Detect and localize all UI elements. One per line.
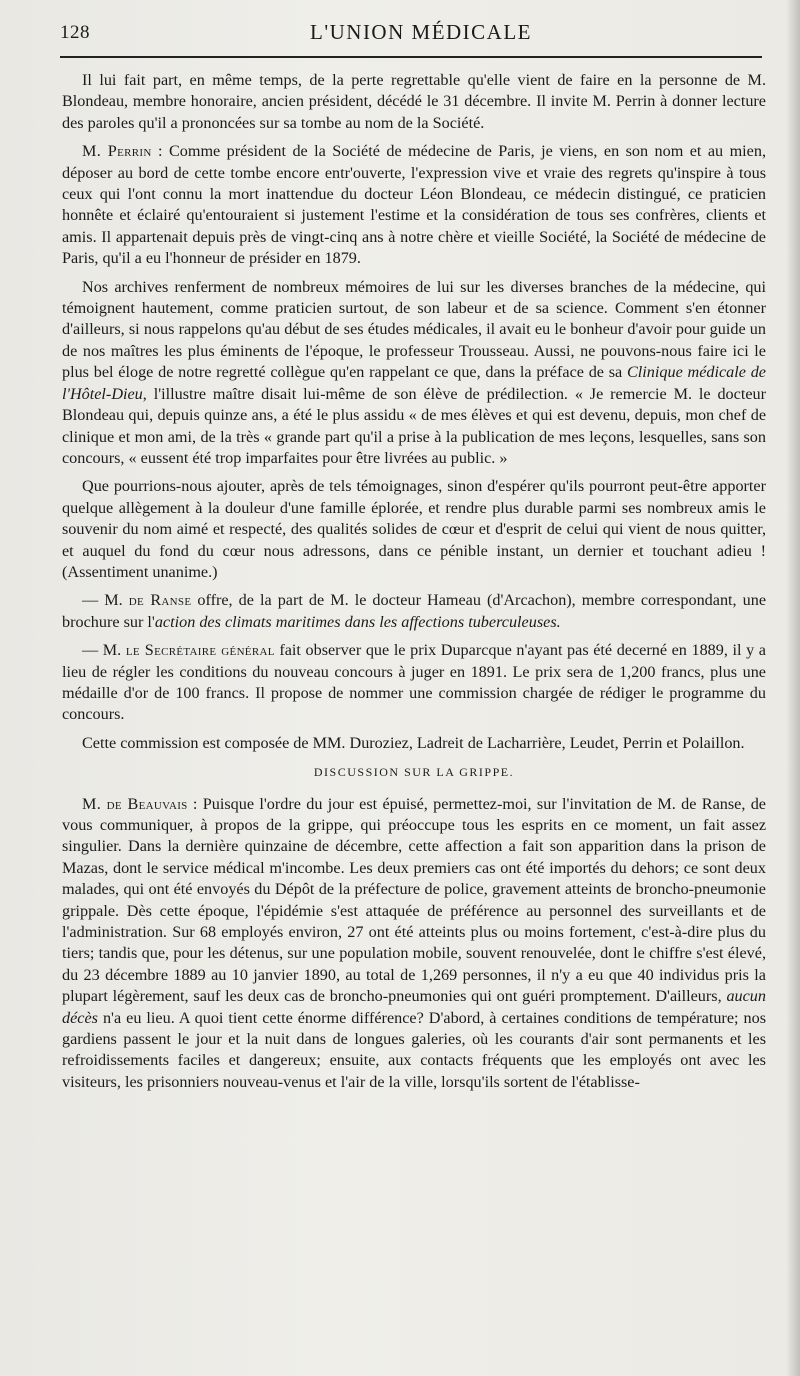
paragraph-text: Nos archives renferment de nombreux mémoires de lui sur les diverses branches de la médecine, qui témoignent hautement, comme praticien surtout, de son labeur et de sa science. Comment s'en étonner d'ailleurs, si nous rappelons qu'au début de ses études médicales, il avait eu le bonheur d'avoir pour guide un de nos maîtres les plus éminents de l'époque, le professeur Trousseau. Aussi, ne pouvons-nous faire ici le plus bel éloge de notre regretté collègue qu'en rappelant ce que, dans la préface de sa <box>62 277 766 382</box>
paragraph-text: , l'illustre maître disait lui-même de son élève de prédilection. « Je remercie M. le docteur Blondeau qui, depuis quinze ans, a été le plus assidu « de mes élèves et qui est devenu, depuis, mon chef de clinique et mon ami, de la très « grande part qu'il a prise à la publication de mes leçons, lesquelles, sans son concours, « eussent été trop imparfaites pour être livrées au public. » <box>62 384 766 467</box>
speaker-name: le Secrétaire général <box>125 641 275 660</box>
paragraph-3 <box>62 277 766 470</box>
header-rule <box>60 56 762 58</box>
section-title: DISCUSSION SUR LA GRIPPE. <box>313 765 515 780</box>
book-title: Clinique médicale de l'Hôtel-Dieu <box>62 363 766 403</box>
paragraph-6 <box>62 640 766 726</box>
paragraph-7: Cette commission est composée de MM. Duroziez, Ladreit de Lacharrière, Leudet, Perrin et Polaillon. <box>82 733 745 752</box>
speaker-name: de Ranse <box>128 591 192 610</box>
paragraph-lead: — M. <box>82 591 129 610</box>
paragraph-text: offre, de la part de M. le docteur Hameau (d'Arcachon), membre correspondant, une brochure sur l' <box>62 591 766 631</box>
paragraph-8 <box>62 794 766 1094</box>
running-head: L'UNION MÉDICALE <box>310 20 533 44</box>
paragraph-lead: — M. <box>82 641 126 660</box>
paragraph-4: Que pourrions-nous ajouter, après de tels témoignages, sinon d'espérer qu'ils pourront peut-être apporter quelque allègement à la douleur d'une famille éplorée, et rendre plus durable parmi ses nombreux amis le souvenir du nom aimé et respecté, des qualités solides de cœur et d'esprit de celui qui vient de nous quitter, et auquel du fond du cœur nous adressons, dans ce pénible instant, un dernier et touchant adieu ! (Assentiment unanime.) <box>62 477 766 581</box>
speaker-name: M. Perrin <box>82 142 152 161</box>
paragraph-text: n'a eu lieu. A quoi tient cette énorme différence? D'abord, à certaines conditions de température; nos gardiens passent le jour et la nuit dans de longues galeries, où les courants d'air sont permanents et les refroidissements faciles et dangereux; ensuite, aux contacts fréquents que les employés ont avec les visiteurs, les prisonniers nouveau-venus et l'air de la ville, lorsqu'ils sortent de l'établisse- <box>62 1008 766 1091</box>
brochure-title: action des climats maritimes dans les affections tuberculeuses. <box>154 612 561 631</box>
paragraph-text: : Comme président de la Société de médecine de Paris, je viens, en son nom et au mien, déposer au bord de cette tombe encore entr'ouverte, l'expression vive et vraie des regrets qu'inspire à tous ceux qui l'ont connu la mort inattendue du docteur Léon Blondeau, ce médecin distingué, ce praticien honnête et éclairé qu'entouraient si justement l'estime et la considération de tous ses confrères, clients et amis. Il appartenait depuis près de vingt-cinq ans à notre chère et vieille Société, la Société de médecine de Paris, qu'il a eu l'honneur de présider en 1879. <box>62 142 766 268</box>
page-number: 128 <box>60 22 90 43</box>
emphasis-text: aucun décès <box>62 987 766 1027</box>
paragraph-text: fait observer que le prix Duparcque n'ayant pas été decerné en 1889, il y a lieu de régler les conditions du nouveau concours à juger en 1891. Le prix sera de 1,200 francs, plus une médaille d'or de 100 francs. Il propose de nommer une commission chargée de rédiger le programme du concours. <box>62 641 766 724</box>
paragraph-2 <box>62 141 766 269</box>
page-edge-shadow <box>786 0 800 1376</box>
speaker-name: M. de Beauvais <box>82 794 188 813</box>
paragraph-text: : Puisque l'ordre du jour est épuisé, permettez-moi, sur l'invitation de M. de Ranse, de vous communiquer, à propos de la grippe, qui préoccupe tous les esprits en ce moment, un fait assez singulier. Dans la dernière quinzaine de décembre, cette affection a fait son apparition dans la prison de Mazas, dont le service médical m'incombe. Les deux premiers cas ont été importés du dehors; ce sont deux malades, qui ont été envoyés du Dépôt de la préfecture de police, gravement atteints de broncho-pneumonie grippale. Dès cette époque, l'épidémie s'est attaquée de préférence au personnel des surveillants et de l'administration. Sur 68 employés environ, 27 ont été atteints plus ou moins fortement, c'est-à-dire plus du tiers; tandis que, pour les détenus, sur une population mobile, souvent renouvelée, dont le chiffre s'est élevé, du 23 décembre 1889 au 10 janvier 1890, au total de 1,269 personnes, il n'y a eu que 40 individus pris la plupart légèrement, sauf les deux cas de broncho-pneumonies qui ont guéri promptement. D'ailleurs, <box>62 794 766 1006</box>
paragraph-1: Il lui fait part, en même temps, de la perte regrettable qu'elle vient de faire en la personne de M. Blondeau, membre honoraire, ancien président, décédé le 31 décembre. Il invite M. Perrin à donner lecture des paroles qu'il a prononcées sur sa tombe au nom de la Société. <box>62 71 766 132</box>
paragraph-5 <box>62 590 766 633</box>
body-text <box>62 70 766 1100</box>
page-header <box>60 20 760 50</box>
